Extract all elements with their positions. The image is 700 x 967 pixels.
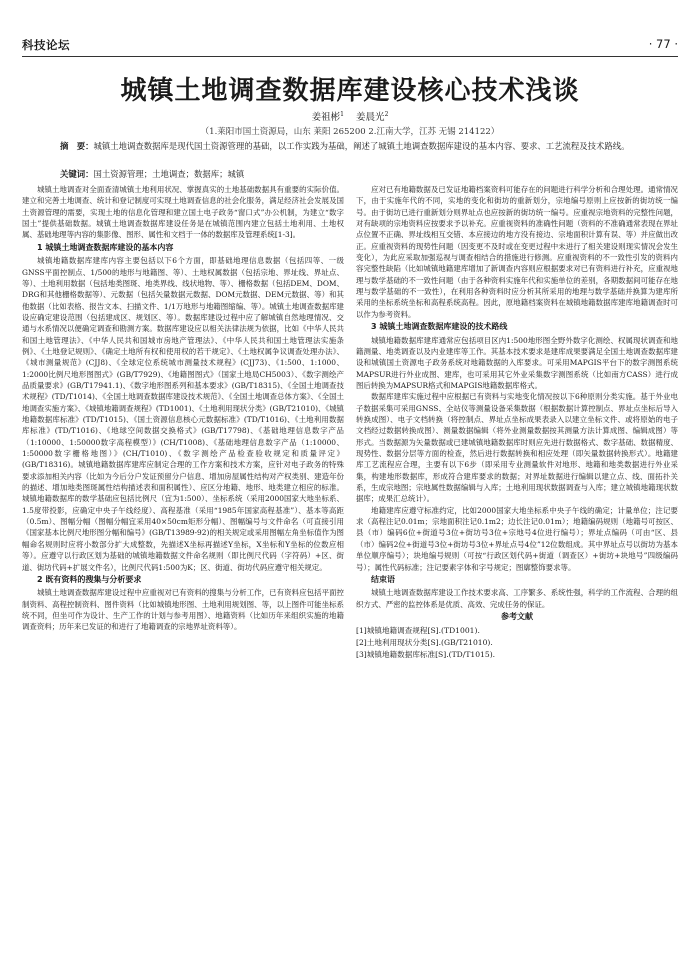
- right-column: [356, 184, 678, 661]
- header-rule: [22, 56, 678, 57]
- body-paragraph: 城镇土地调查对全面查清城镇土地利用状况、掌握真实的土地基础数据具有重要的实际价值。建立和完善土地调查、统计和登记制度可实现土地调查信息的社会化服务，满足经济社会发展及国土资源管理的需要，实现土地的信息化管理和建立国土电子政务“窗口式”办公机制，为建立“数字国土”提供基础数据。城镇土地调查数据库建设任务是在城镇范围内建立包括土地利用、土地权属、基础地理等内容的集影像、图形、属性和文档于一体的数据库及管理系统[1-3]。: [22, 185, 344, 240]
- section-heading: 结束语: [371, 574, 395, 584]
- journal-name: 科技论坛: [22, 38, 70, 52]
- page-number: · 77 ·: [648, 37, 678, 51]
- keywords-text: 国土资源管理；土地调查；数据库；城镇: [93, 169, 245, 179]
- author-name: 姜祖彬: [311, 112, 341, 123]
- author-sup: 1: [340, 110, 344, 118]
- body-paragraph: 城镇土地调查数据库建设工作技术要求高、工序繁多、系统性强，科学的工作流程、合理的组织方式、严密的监控体系是优质、高效、完成任务的保证。: [356, 588, 678, 609]
- reference-item: [2]土地利用现状分类[S].(GB/T21010).: [356, 637, 493, 647]
- reference-list: [356, 625, 678, 661]
- body-paragraph: 地籍建库应遵守标准约定，比如2000国家大地坐标系中央子午线的确定；计量单位；注记要求（高程注记0.01m；宗地面积注记0.1m2；边长注记0.01m）；地籍编码规则（地籍号可按区、县（市）编码6位+街道号3位+街坊号3位+宗地号4位进行编号）；界址点编码（可由“区、县（市）编码2位+街道号3位+街坊号3位+界址点号4位”12位数组成。其中界址点号以街坊为基本单位顺序编号）；块地编号规则（可按“行政区划代码+街道（调查区）+街坊+块地号”四级编码号）；属性代码标准；注记要素字体和字号规定；图廓整饰要求等。: [356, 505, 678, 572]
- author-name: 姜晨光: [356, 112, 385, 123]
- reference-item: [3]城镇地籍数据库标准[S].(TD/T1015).: [356, 649, 496, 659]
- abstract: [22, 140, 678, 154]
- author-sup: 2: [384, 110, 389, 118]
- body-paragraph: 城镇地籍数据库建库内容主要包括以下6个方面，即基础地理信息数据（包括四等、一级GNSS平面控制点、1/500的地形与地籍图、等）、土地权属数据（包括宗地、界址线、界址点、等）、土地利用数据（包括地类图斑、地类界线、线状地物、等）、栅格数据（包括DEM、DOM、DRG和其他栅格数据等）、元数据（包括矢量数据元数据、DOM元数据、DEM元数据、等）和其他数据（比如表格、报告文本、扫描文件、1/1万地形与地籍图缩编、等）。城镇土地调查数据库建设应确定建设范围（包括建成区、规划区、等）。数据库建设过程中应了解城镇自然地理情况、交通与水系情况以便确定调查和勘测方案。数据库建设应以相关法律法规为依据，比如《中华人民共和国土地管理法》、《中华人民共和国城市房地产管理法》、《中华人民共和国土地管理法实施条例》、《土地登记规则》、《确定土地所有权和使用权的若干规定》、《土地权属争议调查处理办法》、《城市测量规范》(CJJ8)、《全球定位系统城市测量技术规程》(CJJ73)、《1:500、1:1000、1:2000比例尺地形图图式》(GB/T7929)、《地籍图图式》（国家土地局CH5003）、《数字测绘产品质量要求》(GB/T17941.1)、《数字地形图系列和基本要求》(GB/T18315)、《全国土地调查技术规程》(TD/T1014)、《全国土地调查数据库建设技术规范》、《全国土地调查总体方案》、《全国土地调查实施方案》、《城镇地籍调查规程》(TD1001)、《土地利用现状分类》(GB/T21010)、《城镇地籍数据库标准》(TD/T1015)、《国土资源信息核心元数据标准》(TD/T1016)、《土地利用数据库标准》(TD/T1016)、《地球空间数据交换格式》(GB/T17798)、《基础地理信息数字产品（1:10000、1:50000数字高程模型）》(CH/T1008)、《基础地理信息数字产品（1:10000、1:50000数字栅格地图）》(CH/T1010)、《数字测绘产品检查验收规定和质量评定》(GB/T18316)。城镇地籍数据库建库应制定合理的工作方案和技术方案，应针对电子政务的特殊要求添加相关内容（比如为今后分户发证预留分户信息、增加房屋属性结构对产权类别、建造年份的描述、增加地类图斑属性结构描述表和面积属性）、应区分地籍、地形、地类建立相应的标准。城镇地籍数据库的数学基础应包括比例尺（宜为1:500）、坐标系统（采用2000国家大地坐标系、1.5度带投影，应确定中央子午线经度）、高程基准（采用“1985年国家高程基准”）、基本等高距（0.5m）、图幅分幅（图幅分幅宜采用40×50cm矩形分幅）、图幅编号与文件命名（可直接引用《国家基本比例尺地形图分幅和编号》(GB/T13989-92)的相关规定或采用图幅左角坐标值作为图幅命名规则时应将小数部分扩大成整数，先描述X坐标再描述Y坐标，X坐标和Y坐标的位数应相等）。应遵守以行政区划为基础的城镇地籍数据文件命名规则（即比例尺代码（字符码）+区、街道、街坊代码+扩展文件名），比例尺代码1:500为K；区、街道、街坊代码应遵守相关规定。: [22, 256, 344, 572]
- section-heading: 3 城镇土地调查数据库建设的技术路线: [371, 322, 508, 332]
- body-paragraph: 数据库建库实施过程中应根据已有资料与实地变化情况按以下6种原则分类实施。基于外业电子数据采集可采用GNSS、全站仪等测量设备采集数据（根据数据计算控制点、界址点坐标后导入转换成图）、电子文档转换（将控制点、界址点坐标成果表录入以建立坐标文件、或将原始的电子文档经过数据转换成图）、测量数据编辑（将外业测量数据按其测量方法计算成图、编辑成图）等形式。当数据源为矢量数据或已建城镇地籍数据库时则应先进行数据格式、数字基础、数据精度、现势性、数据分层等方面的检查，然后进行数据转换和相应处理（即矢量数据转换形式）。地籍建库工艺流程应合理，主要有以下6步（即采用专业测量软件对地形、地籍和地类数据进行外业采集，构建地形数据库，形成符合建库要求的数据；对界址数据进行编辑以建立点、线、面拓扑关系，生成宗地图；宗地属性数据编辑与入库；土地利用现状数据调查与入库；建立城镇地籍现状数据库；成果汇总统计）。: [356, 392, 678, 504]
- body-paragraph: 城镇土地调查数据库建设过程中应重视对已有资料的搜集与分析工作，已有资料应包括平面控制资料、高程控制资料、图件资料（比如城镇地形图、土地利用规划图、等，以上图件可能坐标系统不同，但坐可作为设计、生产工作的计划与参考用图）、地籍资料（比如历年来组织实施的地籍调查资料；历年来已发证的和进行了地籍调查的宗地界址资料等）。: [22, 588, 344, 632]
- running-header: [22, 37, 678, 53]
- author-line: [0, 109, 700, 123]
- abstract-text: 城镇土地调查数据库是现代国土资源管理的基础，以工作实践为基础，阐述了城镇土地调查数据库建设的基本内容、要求、工艺流程及技术路线。: [93, 141, 630, 151]
- section-heading: 2 既有资料的搜集与分析要求: [37, 574, 142, 584]
- body-paragraph: 城镇地籍数据库建库通常应包括项目区内1:500地形图全野外数字化测绘、权属现状调查和地籍测量、地类调查以及内业建库等工作。其基本技术要求是建库成果要满足全国土地调查数据库建设和城镇国土资源电子政务系统对地籍数据的入库要求。可采用MAPGIS平台下的数字测图系统MAPSUR进行外业成图、建库，也可采用其它外业采集数字测图系统（比如南方CASS）进行成图后转换为MAPSUR格式和MAPGIS地籍数据库格式。: [356, 335, 678, 390]
- keywords: [22, 168, 678, 181]
- body-paragraph: 应对已有地籍数据及已发证地籍档案资料可能存在的问题进行科学分析和合理处理。通常情况下，由于实施年代的不同，实地的变化和街坊的重新划分，宗地编号原则上应按新的街坊统一编号。由于街坊已进行重新划分则界址点也应按新的街坊统一编号。应重视宗地资料的完整性问题，对有缺项的宗地资料应按要求予以补充。应重视资料的准确性问题（资料的不准确通常表现在界址点位置不正确、界址线相互交错、本应接边的地方没有接边、宗地面积计算有误、等）并应做出改正。应重视资料的现势性问题（因变更不及时或在变更过程中未进行了相关建设则现实情况会发生变化），为此应采取加强巡视与调查相结合的措施进行修测。应重视资料的不一致性引发的资料内容完整性缺陷（比如城镇地籍建库增加了新调查内容则应根据要求对已有资料进行补充，应重视地理与数学基础的不一致性问题（由于各种资料实施年代和实施单位的差别，各期数据间可能存在地理与数学基础的不一致性），在利用各种资料时应分析其所采用的地理与数学基础并换算为建库所采用的坐标系统坐标和高程系统高程。因此，原地籍档案资料在城镇地籍数据库建库地籍调查时可以作为参考资料。: [356, 185, 678, 319]
- keywords-label: 关键词：: [60, 169, 94, 179]
- section-heading: 参考文献: [501, 612, 533, 622]
- section-heading: 1 城镇土地调查数据库建设的基本内容: [37, 242, 174, 252]
- affiliation: （1.莱阳市国土资源局，山东 莱阳 265200 2.江南大学，江苏 无锡 214122）: [200, 127, 500, 137]
- paper-title: 城镇土地调查数据库建设核心技术浅谈: [120, 76, 580, 106]
- reference-item: [1]城镇地籍调查规程[S].(TD1001).: [356, 625, 480, 635]
- abstract-label: 摘 要：: [60, 141, 94, 151]
- left-column: [22, 184, 344, 633]
